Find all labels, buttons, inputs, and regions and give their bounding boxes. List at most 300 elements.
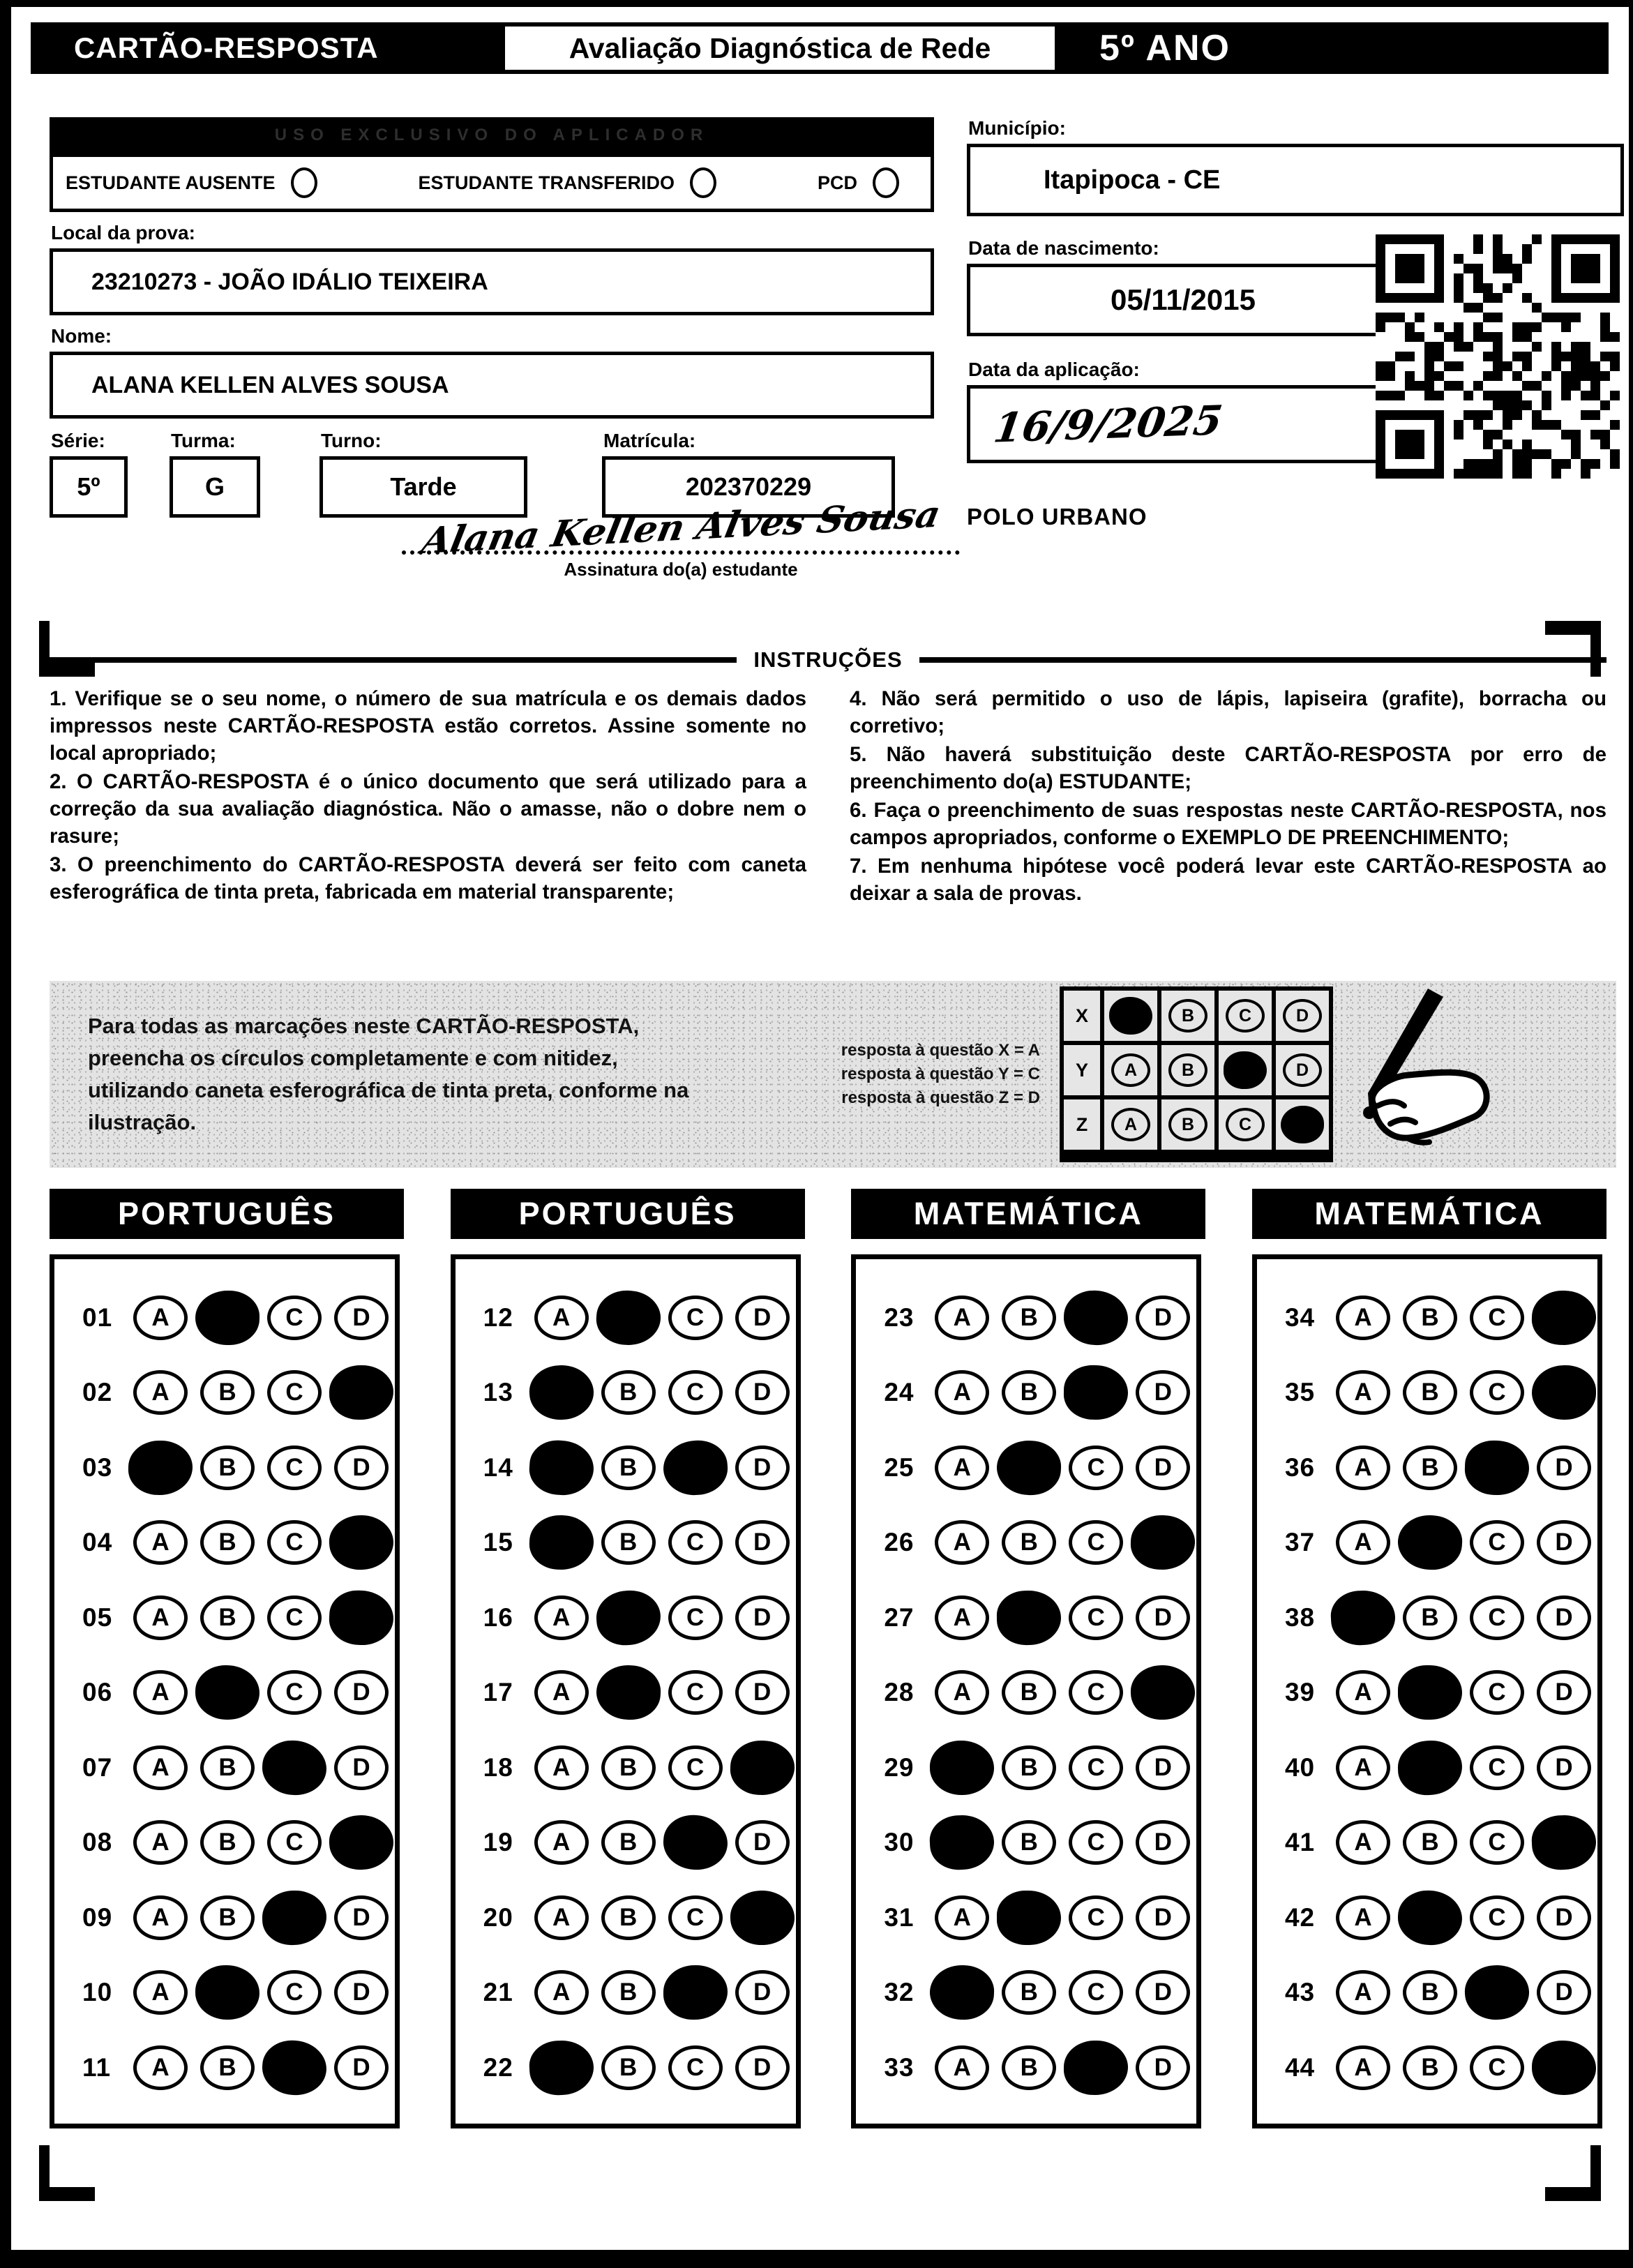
bubble-q21-B[interactable]: B — [601, 1970, 656, 2015]
bubble-q12-C[interactable]: C — [668, 1296, 723, 1340]
qr-module — [1551, 254, 1561, 264]
qr-module — [1463, 313, 1473, 322]
bubble-q20-D[interactable] — [729, 1889, 795, 1946]
bubble-q35-D[interactable] — [1532, 1365, 1596, 1420]
bubble-q26-B[interactable]: B — [1002, 1520, 1056, 1565]
bubble-q16-D[interactable]: D — [735, 1595, 790, 1640]
bubble-q33-A[interactable]: A — [935, 2045, 989, 2090]
qr-module — [1551, 293, 1561, 303]
bubble-q01-B[interactable] — [195, 1290, 259, 1346]
question-number: 40 — [1284, 1752, 1316, 1782]
bubble-q37-D[interactable]: D — [1537, 1520, 1591, 1565]
qr-module — [1415, 430, 1424, 440]
bubble-q21-D[interactable]: D — [735, 1970, 790, 2015]
qr-module — [1483, 303, 1493, 313]
answer-row — [82, 1430, 395, 1505]
bubble-slot — [995, 1670, 1062, 1715]
bubble-q30-D[interactable]: D — [1136, 1820, 1190, 1865]
qr-module — [1551, 410, 1561, 420]
qr-module — [1473, 391, 1483, 400]
bubble-q09-C[interactable] — [262, 1890, 326, 1946]
bubble-q19-D[interactable]: D — [735, 1820, 790, 1865]
qr-module — [1473, 273, 1483, 283]
bubble-q29-D[interactable]: D — [1136, 1745, 1190, 1790]
bubble-q41-C[interactable]: C — [1470, 1820, 1524, 1865]
bubble-q44-C[interactable]: C — [1470, 2045, 1524, 2090]
bubble-q22-A[interactable] — [528, 2038, 595, 2096]
bubble-q16-A[interactable]: A — [534, 1595, 589, 1640]
bubble-q35-A[interactable]: A — [1336, 1370, 1390, 1415]
bubble-q03-D[interactable]: D — [334, 1445, 389, 1490]
qr-module — [1415, 293, 1424, 303]
bubble-q15-D[interactable]: D — [735, 1520, 790, 1565]
bubble-q32-C[interactable]: C — [1069, 1970, 1123, 2015]
qr-module — [1581, 371, 1590, 381]
bubble-q10-A[interactable]: A — [133, 1970, 188, 2015]
bubble-q09-A[interactable]: A — [133, 1895, 188, 1940]
qr-module — [1600, 313, 1610, 322]
bubble-q28-C[interactable]: C — [1069, 1670, 1123, 1715]
bubble-q29-B[interactable]: B — [1002, 1745, 1056, 1790]
qr-module — [1522, 244, 1532, 254]
bubble-q06-B[interactable] — [195, 1665, 259, 1720]
qr-module — [1512, 381, 1522, 391]
bubble-q20-B[interactable]: B — [601, 1895, 656, 1940]
bubble-q36-A[interactable]: A — [1336, 1445, 1390, 1490]
qr-module — [1551, 469, 1561, 479]
qr-module — [1473, 342, 1483, 352]
bubble-q07-D[interactable]: D — [334, 1745, 389, 1790]
qr-module — [1376, 264, 1385, 273]
bubble-q18-D[interactable] — [729, 1739, 795, 1796]
bubble-q44-B[interactable]: B — [1403, 2045, 1457, 2090]
bubble-q16-C[interactable]: C — [668, 1595, 723, 1640]
qr-module — [1571, 420, 1581, 430]
instruction-item: 6. Faça o preenchimento de suas respostas neste CARTÃO-RESPOSTA, nos campos apropriados, conforme o EXEMPLO DE PREENCHIMENTO; — [850, 799, 1606, 849]
bubble-q19-A[interactable]: A — [534, 1820, 589, 1865]
qr-module — [1522, 381, 1532, 391]
bubble-q30-A[interactable] — [928, 1814, 995, 1872]
qr-module — [1434, 332, 1444, 342]
qr-module — [1424, 410, 1434, 420]
bubble-q21-A[interactable]: A — [534, 1970, 589, 2015]
qr-module — [1561, 273, 1571, 283]
bubble-q14-B[interactable]: B — [601, 1445, 656, 1490]
bubble-q01-D[interactable]: D — [334, 1296, 389, 1340]
bubble-q23-D[interactable]: D — [1136, 1296, 1190, 1340]
bubble-q30-C[interactable]: C — [1069, 1820, 1123, 1865]
bubble-q30-B[interactable]: B — [1002, 1820, 1056, 1865]
bubble-q41-D[interactable] — [1530, 1814, 1597, 1872]
aplicacao-value-box[interactable] — [967, 385, 1399, 463]
bubble-q14-A[interactable] — [527, 1439, 595, 1497]
qr-module — [1395, 273, 1405, 283]
qr-module — [1561, 430, 1571, 440]
qr-module — [1415, 440, 1424, 449]
qr-module — [1551, 371, 1561, 381]
bubble-q03-B[interactable]: B — [200, 1445, 255, 1490]
qr-module — [1376, 449, 1385, 459]
bubble-q32-D[interactable]: D — [1136, 1970, 1190, 2015]
bubble-q25-D[interactable]: D — [1136, 1445, 1190, 1490]
bubble-q35-C[interactable]: C — [1470, 1370, 1524, 1415]
bubble-q36-C[interactable] — [1464, 1439, 1530, 1496]
status-option-circle[interactable] — [690, 167, 716, 198]
bubble-q18-A[interactable]: A — [534, 1745, 589, 1790]
bubble-q10-D[interactable]: D — [334, 1970, 389, 2015]
qr-module — [1483, 391, 1493, 400]
qr-module — [1522, 342, 1532, 352]
bubble-q19-B[interactable]: B — [601, 1820, 656, 1865]
bubble-q23-C[interactable] — [1062, 1289, 1129, 1346]
qr-module — [1405, 371, 1415, 381]
bubble-q26-D[interactable] — [1130, 1515, 1196, 1571]
bubble-q29-A[interactable] — [930, 1740, 995, 1796]
bubble-q40-B[interactable] — [1397, 1739, 1463, 1796]
example-bubble-Y-D: D — [1283, 1053, 1322, 1087]
qr-module — [1415, 361, 1424, 371]
qr-module — [1561, 313, 1571, 322]
bubble-q27-A[interactable]: A — [935, 1595, 989, 1640]
bubble-q12-A[interactable]: A — [534, 1296, 589, 1340]
question-number: 35 — [1284, 1378, 1316, 1407]
signature-area[interactable] — [402, 493, 960, 580]
bubble-slot — [194, 1291, 261, 1345]
bubble-slot — [729, 1741, 796, 1795]
bubble-q33-B[interactable]: B — [1002, 2045, 1056, 2090]
bubble-q06-C[interactable]: C — [267, 1670, 322, 1715]
status-option-circle[interactable] — [291, 167, 317, 198]
qr-module — [1493, 440, 1503, 449]
bubble-q31-C[interactable]: C — [1069, 1895, 1123, 1940]
bubble-q40-C[interactable]: C — [1470, 1745, 1524, 1790]
qr-module — [1610, 303, 1620, 313]
bubble-q03-C[interactable]: C — [267, 1445, 322, 1490]
qr-module — [1581, 264, 1590, 273]
bubble-q17-B[interactable] — [595, 1664, 662, 1722]
bubble-q04-D[interactable] — [327, 1513, 395, 1572]
bubble-q44-D[interactable] — [1532, 2041, 1596, 2095]
bubble-q25-C[interactable]: C — [1069, 1445, 1123, 1490]
bubble-q08-B[interactable]: B — [200, 1820, 255, 1865]
bubble-q41-B[interactable]: B — [1403, 1820, 1457, 1865]
bubble-q34-A[interactable]: A — [1336, 1296, 1390, 1340]
bubble-slot — [328, 1745, 395, 1790]
answer-column-title: MATEMÁTICA — [1252, 1189, 1606, 1239]
bubble-q04-C[interactable]: C — [267, 1520, 322, 1565]
bubble-slot — [1530, 2041, 1597, 2095]
bubble-q43-B[interactable]: B — [1403, 1970, 1457, 2015]
qr-module — [1424, 459, 1434, 469]
qr-module — [1542, 273, 1551, 283]
question-number: 19 — [483, 1828, 513, 1857]
qr-module — [1434, 352, 1444, 361]
bubble-q12-D[interactable]: D — [735, 1296, 790, 1340]
qr-module — [1483, 449, 1493, 459]
qr-module — [1542, 391, 1551, 400]
bubble-q28-B[interactable]: B — [1002, 1670, 1056, 1715]
bubble-q40-A[interactable]: A — [1336, 1745, 1390, 1790]
status-option-2 — [419, 167, 717, 198]
qr-module — [1444, 293, 1454, 303]
bubble-q42-B[interactable] — [1397, 1888, 1463, 1946]
local-value: 23210273 - JOÃO IDÁLIO TEIXEIRA — [91, 268, 488, 295]
bubble-q07-C[interactable] — [261, 1738, 328, 1796]
bubble-q41-A[interactable]: A — [1336, 1820, 1390, 1865]
bubble-q40-D[interactable]: D — [1537, 1745, 1591, 1790]
bubble-q24-D[interactable]: D — [1136, 1370, 1190, 1415]
qr-module — [1444, 342, 1454, 352]
bubble-q28-D[interactable] — [1130, 1665, 1196, 1721]
status-option-circle[interactable] — [873, 167, 899, 198]
qr-module — [1444, 254, 1454, 264]
qr-module — [1434, 410, 1444, 420]
bubble-q11-D[interactable]: D — [334, 2045, 389, 2090]
bubble-q22-D[interactable]: D — [735, 2045, 790, 2090]
qr-module — [1405, 459, 1415, 469]
bubble-q18-C[interactable]: C — [668, 1745, 723, 1790]
bubble-q31-D[interactable]: D — [1136, 1895, 1190, 1940]
bubble-q05-C[interactable]: C — [267, 1595, 322, 1640]
bubble-q32-B[interactable]: B — [1002, 1970, 1056, 2015]
turno-value: Tarde — [390, 472, 457, 501]
qr-module — [1473, 430, 1483, 440]
qr-module — [1512, 459, 1522, 469]
qr-module — [1463, 234, 1473, 244]
instructions-left-column — [50, 685, 806, 908]
bubble-q17-A[interactable]: A — [534, 1670, 589, 1715]
bubble-q23-A[interactable]: A — [935, 1296, 989, 1340]
bubble-q07-A[interactable]: A — [133, 1745, 188, 1790]
bubble-q26-C[interactable]: C — [1069, 1520, 1123, 1565]
bubble-slot — [127, 1296, 194, 1340]
qr-module — [1454, 254, 1463, 264]
bubble-slot — [528, 2041, 595, 2095]
bubble-q36-D[interactable]: D — [1537, 1445, 1591, 1490]
bubble-q43-D[interactable]: D — [1537, 1970, 1591, 2015]
bubble-q19-C[interactable] — [661, 1813, 729, 1872]
bubble-q09-B[interactable]: B — [200, 1895, 255, 1940]
qr-module — [1424, 352, 1434, 361]
bubble-q04-A[interactable]: A — [133, 1520, 188, 1565]
bubble-slot — [194, 1520, 261, 1565]
bubble-q43-A[interactable]: A — [1336, 1970, 1390, 2015]
bubble-q27-B[interactable] — [997, 1590, 1062, 1646]
qr-module — [1590, 430, 1600, 440]
bubble-q24-C[interactable] — [1064, 1365, 1129, 1420]
bubble-q17-C[interactable]: C — [668, 1670, 723, 1715]
bubble-q02-D[interactable] — [329, 1365, 393, 1420]
qr-module — [1415, 264, 1424, 273]
bubble-q39-B[interactable] — [1398, 1665, 1462, 1720]
bubble-q25-A[interactable]: A — [935, 1445, 989, 1490]
question-number: 43 — [1284, 1978, 1316, 2007]
qr-module — [1581, 313, 1590, 322]
bubble-q02-C[interactable]: C — [267, 1370, 322, 1415]
bubble-q13-C[interactable]: C — [668, 1370, 723, 1415]
bubble-q31-B[interactable] — [997, 1891, 1061, 1945]
bubble-q37-C[interactable]: C — [1470, 1520, 1524, 1565]
bubble-q32-A[interactable] — [929, 1965, 995, 2021]
bubble-q42-A[interactable]: A — [1336, 1895, 1390, 1940]
bubble-q16-B[interactable] — [594, 1589, 662, 1647]
bubble-q13-D[interactable]: D — [735, 1370, 790, 1415]
bubble-q43-C[interactable] — [1463, 1964, 1530, 2022]
bubble-q42-C[interactable]: C — [1470, 1895, 1524, 1940]
bubble-q38-B[interactable]: B — [1403, 1595, 1457, 1640]
bubble-q08-A[interactable]: A — [133, 1820, 188, 1865]
bubble-q42-D[interactable]: D — [1537, 1895, 1591, 1940]
bubble-q38-C[interactable]: C — [1470, 1595, 1524, 1640]
bubble-q28-A[interactable]: A — [935, 1670, 989, 1715]
example-cell — [1161, 991, 1214, 1041]
bubble-q15-C[interactable]: C — [668, 1520, 723, 1565]
bubble-q22-C[interactable]: C — [668, 2045, 723, 2090]
bubble-q02-B[interactable]: B — [200, 1370, 255, 1415]
bubble-q33-C[interactable] — [1064, 2040, 1129, 2096]
qr-module — [1405, 332, 1415, 342]
bubble-q27-C[interactable]: C — [1069, 1595, 1123, 1640]
bubble-q29-C[interactable]: C — [1069, 1745, 1123, 1790]
bubble-q07-B[interactable]: B — [200, 1745, 255, 1790]
bubble-q38-A[interactable] — [1330, 1589, 1397, 1646]
bubble-q05-B[interactable]: B — [200, 1595, 255, 1640]
bubble-q08-C[interactable]: C — [267, 1820, 322, 1865]
bubble-slot — [1330, 1296, 1397, 1340]
bubble-q34-B[interactable]: B — [1403, 1296, 1457, 1340]
bubble-q10-C[interactable]: C — [267, 1970, 322, 2015]
bubble-q23-B[interactable]: B — [1002, 1296, 1056, 1340]
bubble-q44-A[interactable]: A — [1336, 2045, 1390, 2090]
bubble-q15-B[interactable]: B — [601, 1520, 656, 1565]
bubble-q37-B[interactable] — [1396, 1513, 1463, 1572]
qr-module — [1551, 283, 1561, 293]
instructions-section — [50, 647, 1606, 908]
bubble-q31-A[interactable]: A — [935, 1895, 989, 1940]
qr-module — [1473, 420, 1483, 430]
grade-badge: 5º ANO — [1059, 22, 1609, 74]
bubble-q34-C[interactable]: C — [1470, 1296, 1524, 1340]
bubble-q09-D[interactable]: D — [334, 1895, 389, 1940]
bubble-q01-C[interactable]: C — [267, 1296, 322, 1340]
bubble-q22-B[interactable]: B — [601, 2045, 656, 2090]
bubble-q33-D[interactable]: D — [1136, 2045, 1190, 2090]
bubble-q27-D[interactable]: D — [1136, 1595, 1190, 1640]
qr-module — [1561, 322, 1571, 332]
bubble-q26-A[interactable]: A — [935, 1520, 989, 1565]
qr-module — [1376, 303, 1385, 313]
bubble-q36-B[interactable]: B — [1403, 1445, 1457, 1490]
bubble-q20-C[interactable]: C — [668, 1895, 723, 1940]
bubble-slot — [528, 1365, 595, 1420]
bubble-slot — [595, 1591, 662, 1645]
bubble-slot — [1062, 1291, 1129, 1345]
qr-module — [1581, 420, 1590, 430]
bubble-q14-D[interactable]: D — [735, 1445, 790, 1490]
answer-row — [884, 1505, 1196, 1581]
bubble-q11-A[interactable]: A — [133, 2045, 188, 2090]
bubble-q38-D[interactable]: D — [1537, 1595, 1591, 1640]
bubble-q39-C[interactable]: C — [1470, 1670, 1524, 1715]
bubble-q12-B[interactable] — [594, 1289, 662, 1347]
bubble-slot — [1530, 1745, 1597, 1790]
bubble-q11-C[interactable] — [260, 2038, 328, 2097]
bubble-q06-D[interactable]: D — [334, 1670, 389, 1715]
qr-module — [1424, 342, 1434, 352]
answer-row — [1285, 1280, 1597, 1355]
qr-module — [1385, 459, 1395, 469]
bubble-q03-A[interactable] — [128, 1440, 193, 1496]
bubble-q24-B[interactable]: B — [1002, 1370, 1056, 1415]
bubble-slot — [595, 1895, 662, 1940]
qr-module — [1376, 469, 1385, 479]
qr-module — [1376, 273, 1385, 283]
qr-module — [1405, 430, 1415, 440]
bubble-q24-A[interactable]: A — [935, 1370, 989, 1415]
turno-group — [319, 420, 602, 518]
question-number: 29 — [884, 1752, 915, 1782]
matricula-value: 202370229 — [685, 472, 812, 501]
qr-module — [1600, 293, 1610, 303]
bubble-q02-A[interactable]: A — [133, 1370, 188, 1415]
bubble-q21-C[interactable] — [663, 1965, 728, 2020]
bubble-q39-A[interactable]: A — [1336, 1670, 1390, 1715]
bubble-q14-C[interactable] — [661, 1439, 729, 1497]
qr-module — [1512, 322, 1522, 332]
qr-module — [1590, 449, 1600, 459]
answer-column-box — [1252, 1254, 1602, 2128]
bubble-q13-A[interactable] — [528, 1364, 595, 1422]
bubble-q37-A[interactable]: A — [1336, 1520, 1390, 1565]
qr-module — [1415, 273, 1424, 283]
bubble-q13-B[interactable]: B — [601, 1370, 656, 1415]
qr-module — [1463, 293, 1473, 303]
qr-module — [1424, 273, 1434, 283]
bubble-slot — [1397, 1595, 1463, 1640]
bubble-q18-B[interactable]: B — [601, 1745, 656, 1790]
qr-module — [1483, 469, 1493, 479]
answer-row — [1285, 1655, 1597, 1731]
bubble-q01-A[interactable]: A — [133, 1296, 188, 1340]
bubble-q34-D[interactable] — [1531, 1289, 1597, 1346]
qr-module — [1415, 313, 1424, 322]
bubble-slot — [328, 1670, 395, 1715]
bubble-q39-D[interactable]: D — [1537, 1670, 1591, 1715]
bubble-q11-B[interactable]: B — [200, 2045, 255, 2090]
bubble-slot — [1062, 1895, 1129, 1940]
bubble-q08-D[interactable] — [328, 1814, 395, 1872]
qr-module — [1424, 303, 1434, 313]
bubble-slot — [528, 1595, 595, 1640]
bubble-q06-A[interactable]: A — [133, 1670, 188, 1715]
qr-module — [1385, 264, 1395, 273]
qr-module — [1610, 332, 1620, 342]
bubble-q10-B[interactable] — [195, 1965, 259, 2020]
bubble-q20-A[interactable]: A — [534, 1895, 589, 1940]
bubble-q25-B[interactable] — [995, 1439, 1062, 1496]
qr-module — [1571, 303, 1581, 313]
qr-module — [1405, 381, 1415, 391]
qr-module — [1503, 254, 1512, 264]
bubble-q17-D[interactable]: D — [735, 1670, 790, 1715]
bubble-q05-D[interactable] — [328, 1589, 395, 1646]
bubble-q35-B[interactable]: B — [1403, 1370, 1457, 1415]
bubble-q05-A[interactable]: A — [133, 1595, 188, 1640]
bubble-q04-B[interactable]: B — [200, 1520, 255, 1565]
bubble-q15-A[interactable] — [528, 1515, 594, 1571]
qr-module — [1551, 244, 1561, 254]
qr-module — [1444, 440, 1454, 449]
